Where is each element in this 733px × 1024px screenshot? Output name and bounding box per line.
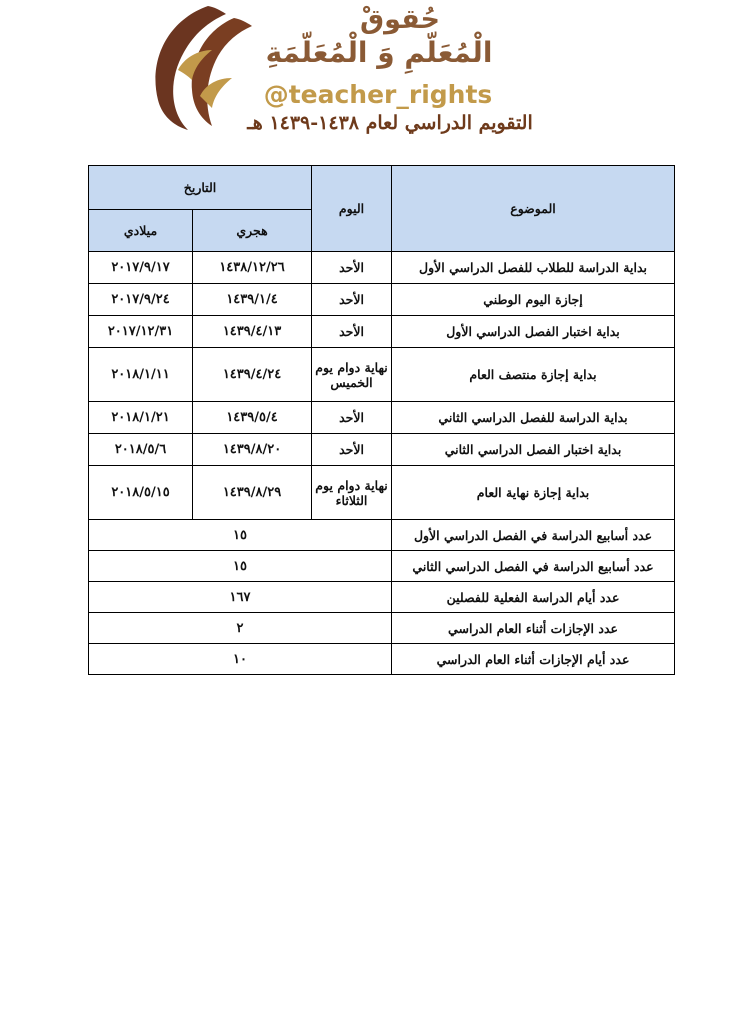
summary-label: عدد أيام الإجازات أثناء العام الدراسي [392,644,675,675]
summary-value: ٢ [89,613,392,644]
event-hijri-date: ١٤٣٨/١٢/٢٦ [193,252,312,284]
header-day: اليوم [312,166,392,252]
event-subject: بداية الدراسة للفصل الدراسي الثاني [392,402,675,434]
event-gregorian-date: ٢٠١٨/٥/٦ [89,434,193,466]
event-gregorian-date: ٢٠١٧/٩/١٧ [89,252,193,284]
table-row [89,252,675,284]
summary-value: ١٥ [89,520,392,551]
event-gregorian-date: ٢٠١٨/١/٢١ [89,402,193,434]
table-row [89,348,675,402]
summary-value: ١٠ [89,644,392,675]
event-day: الأحد [312,284,392,316]
page-header [0,0,733,140]
table-row [89,434,675,466]
event-hijri-date: ١٤٣٩/٤/٢٤ [193,348,312,402]
event-subject: بداية إجازة منتصف العام [392,348,675,402]
event-hijri-date: ١٤٣٩/٨/٢٩ [193,466,312,520]
event-hijri-date: ١٤٣٩/٨/٢٠ [193,434,312,466]
summary-row [89,551,675,582]
summary-label: عدد أيام الدراسة الفعلية للفصلين [392,582,675,613]
summary-label: عدد أسابيع الدراسة في الفصل الدراسي الأول [392,520,675,551]
event-gregorian-date: ٢٠١٧/٩/٢٤ [89,284,193,316]
event-subject: بداية اختبار الفصل الدراسي الثاني [392,434,675,466]
summary-value: ١٦٧ [89,582,392,613]
header-subject: الموضوع [392,166,675,252]
header-date: التاريخ [89,166,312,210]
event-gregorian-date: ٢٠١٨/٥/١٥ [89,466,193,520]
summary-row [89,644,675,675]
summary-label: عدد الإجازات أثناء العام الدراسي [392,613,675,644]
table-row [89,402,675,434]
school-calendar-table [88,165,675,675]
event-day: نهاية دوام يوم الثلاثاء [312,466,392,520]
event-day: الأحد [312,316,392,348]
event-subject: إجازة اليوم الوطني [392,284,675,316]
event-day: الأحد [312,434,392,466]
header-gregorian: ميلادي [89,210,193,252]
event-day: نهاية دوام يوم الخميس [312,348,392,402]
summary-row [89,582,675,613]
table-row [89,284,675,316]
summary-label: عدد أسابيع الدراسة في الفصل الدراسي الثاني [392,551,675,582]
event-day: الأحد [312,402,392,434]
event-gregorian-date: ٢٠١٨/١/١١ [89,348,193,402]
event-subject: بداية الدراسة للطلاب للفصل الدراسي الأول [392,252,675,284]
brand-name-line2: الْمُعَلّمِ وَ الْمُعَلّمَةِ [265,36,493,69]
event-gregorian-date: ٢٠١٧/١٢/٣١ [89,316,193,348]
event-subject: بداية اختبار الفصل الدراسي الأول [392,316,675,348]
header-hijri: هجري [193,210,312,252]
brand-name-line1: حُقوقْ [360,4,440,35]
event-hijri-date: ١٤٣٩/٥/٤ [193,402,312,434]
summary-row [89,520,675,551]
table-row [89,466,675,520]
event-hijri-date: ١٤٣٩/٤/١٣ [193,316,312,348]
event-day: الأحد [312,252,392,284]
event-subject: بداية إجازة نهاية العام [392,466,675,520]
brand-handle: @teacher_rights [263,80,493,109]
event-hijri-date: ١٤٣٩/١/٤ [193,284,312,316]
summary-value: ١٥ [89,551,392,582]
table-header-row [89,166,675,210]
summary-row [89,613,675,644]
table-row [89,316,675,348]
document-title: التقويم الدراسي لعام ١٤٣٨-١٤٣٩ هـ [247,112,533,134]
